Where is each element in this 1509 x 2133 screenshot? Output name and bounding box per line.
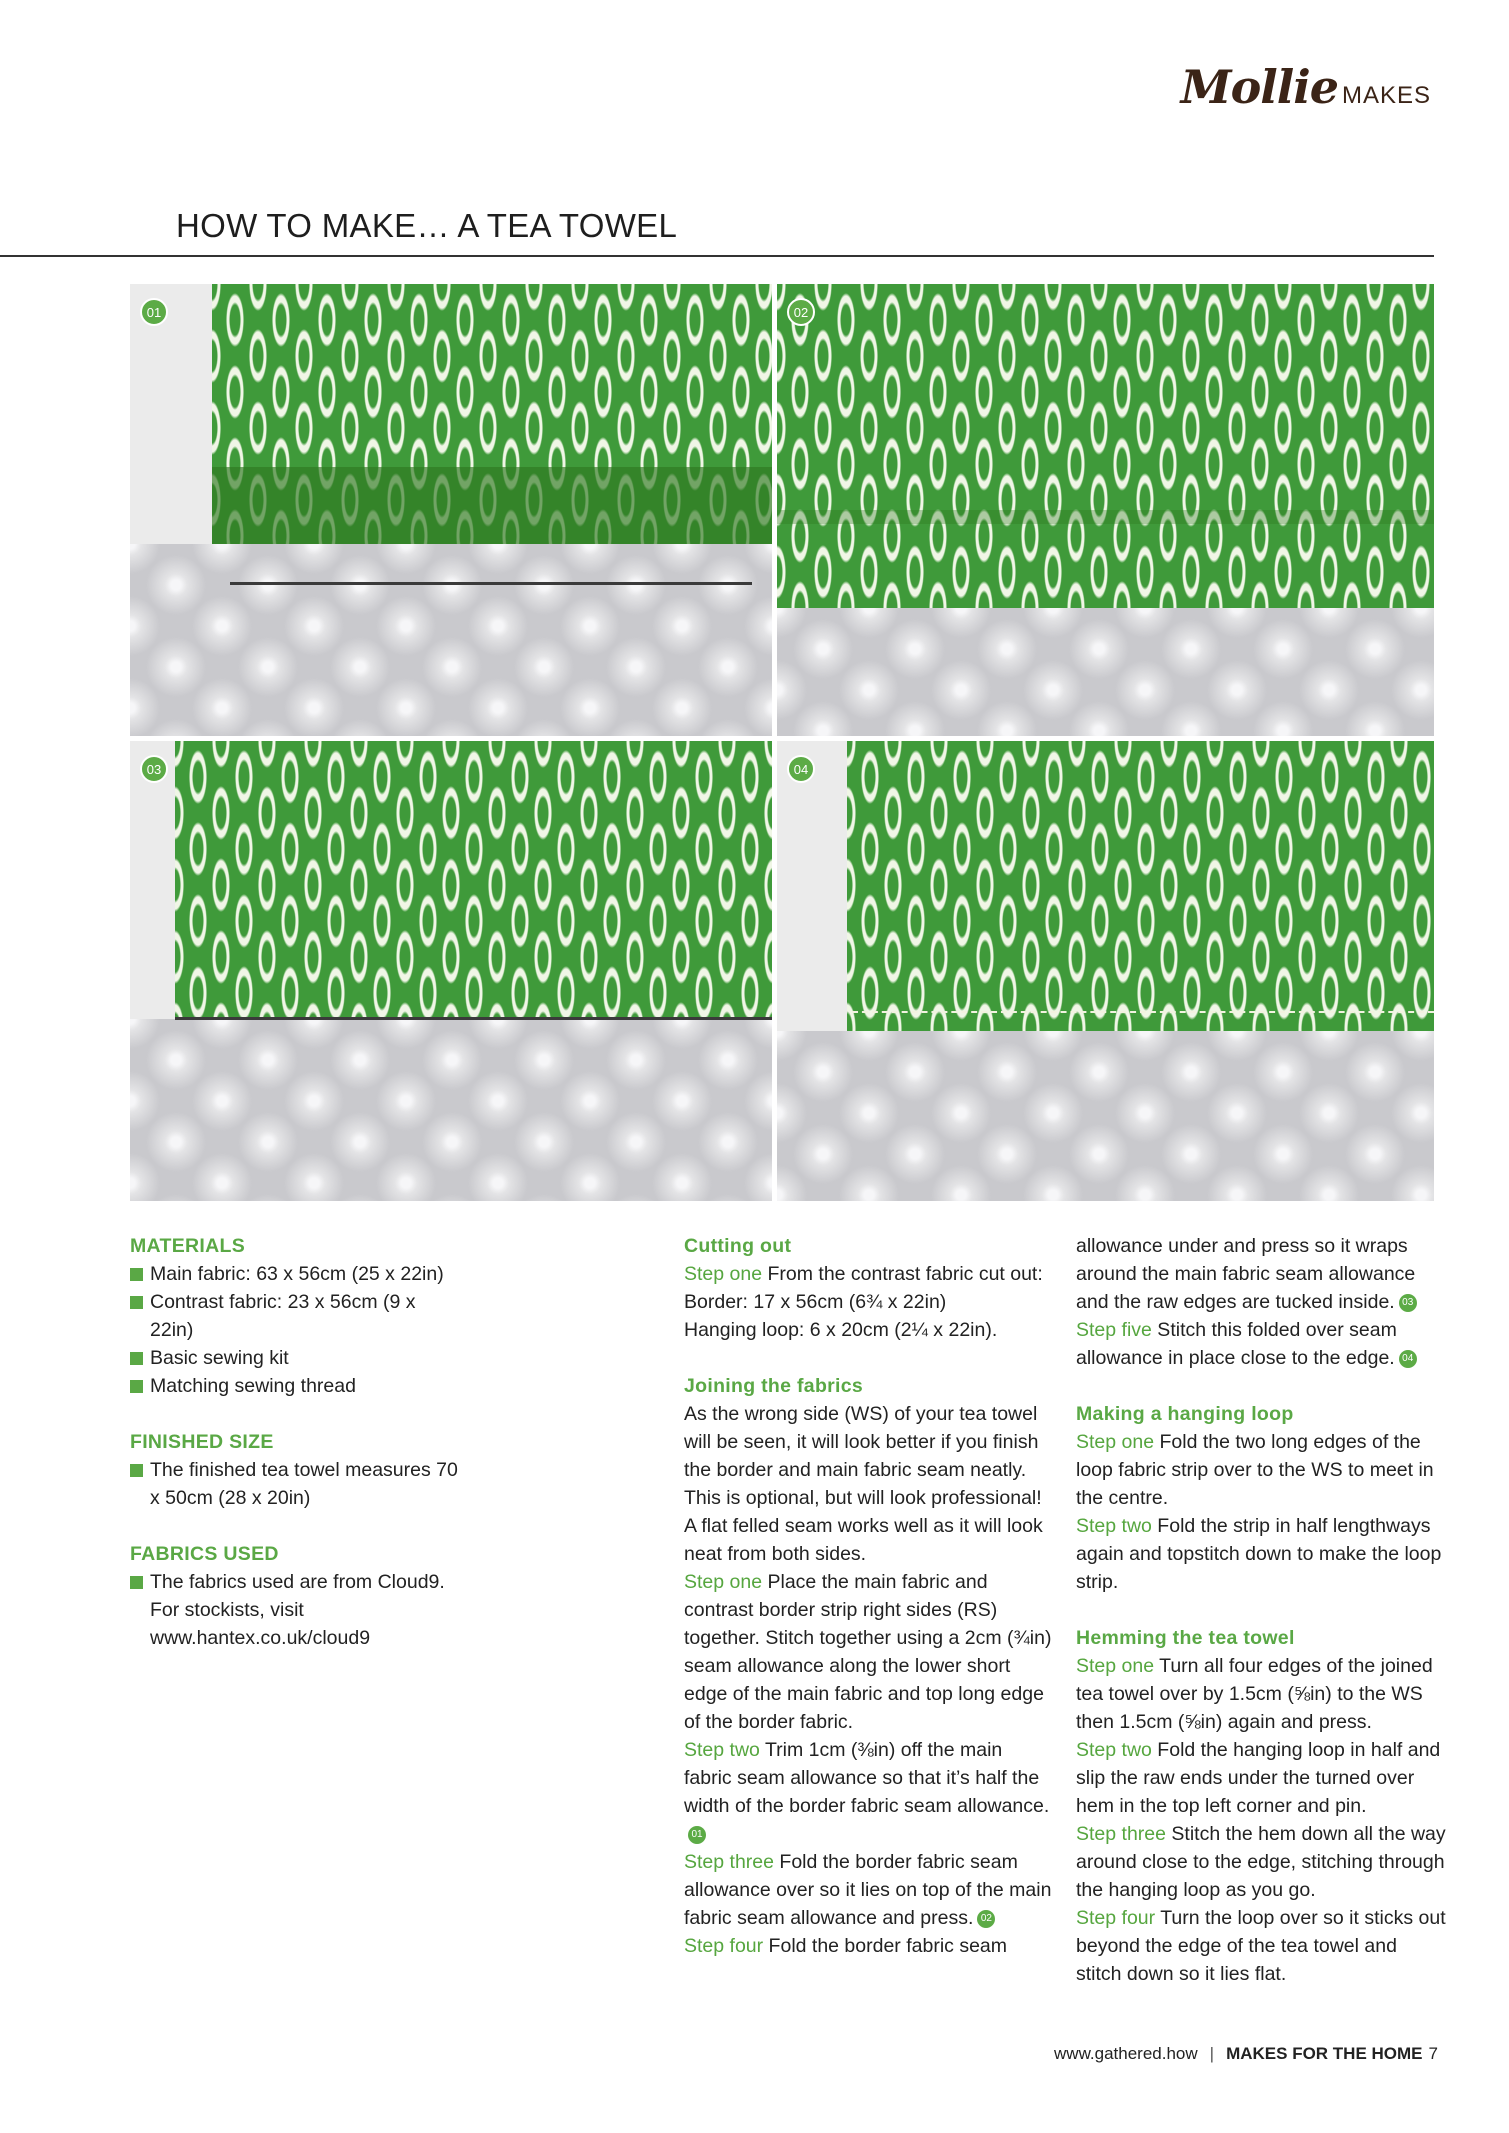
joining-step-two bbox=[684, 1736, 1054, 1848]
hem-step-three bbox=[1076, 1820, 1446, 1904]
footer-section: MAKES FOR THE HOME bbox=[1226, 2044, 1423, 2063]
step-badge: 04 bbox=[787, 755, 815, 783]
seam-allowance bbox=[212, 467, 772, 544]
step-text: Fold the hanging loop in half and slip the raw ends under the turned over hem in the top left corner and pin. bbox=[1076, 1739, 1441, 1817]
step-label: Step one bbox=[1076, 1431, 1155, 1453]
hanging-loop-heading: Making a hanging loop bbox=[1076, 1403, 1294, 1425]
step-photo-03 bbox=[130, 741, 772, 1201]
footer-separator: | bbox=[1209, 2044, 1215, 2063]
step-text: Turn the loop over so it sticks out beyond the edge of the tea towel and stitch down so it lies flat. bbox=[1076, 1907, 1446, 1985]
joining-step-four-cont: allowance under and press so it wraps around the main fabric seam allowance and the raw edges are tucked inside. 03 bbox=[1076, 1235, 1416, 1313]
hemming-heading: Hemming the tea towel bbox=[1076, 1627, 1295, 1649]
materials-item: Main fabric: 63 x 56cm (25 x 22in) bbox=[130, 1260, 460, 1288]
step-label: Step three bbox=[1076, 1823, 1166, 1845]
joining-step-five bbox=[1076, 1316, 1446, 1372]
step-badge: 03 bbox=[140, 755, 168, 783]
seam-edge bbox=[175, 1017, 772, 1020]
loop-step-two bbox=[1076, 1512, 1446, 1596]
joining-step-one bbox=[684, 1568, 1054, 1736]
step-label: Step four bbox=[684, 1935, 764, 1957]
photo-ref-badge: 01 bbox=[688, 1826, 706, 1844]
finished-size-heading: FINISHED SIZE bbox=[130, 1431, 274, 1453]
step-text: Fold the two long edges of the loop fabric strip over to the WS to meet in the centre. bbox=[1076, 1431, 1434, 1509]
materials-item: Contrast fabric: 23 x 56cm (9 x 22in) bbox=[130, 1288, 460, 1344]
main-fabric bbox=[847, 741, 1434, 1031]
photo-ref-badge: 02 bbox=[977, 1910, 995, 1928]
step-label: Step one bbox=[684, 1571, 763, 1593]
page-title: HOW TO MAKE… A TEA TOWEL bbox=[176, 207, 678, 244]
cutting-step-one bbox=[684, 1260, 1054, 1288]
cutting-border: Border: 17 x 56cm (6¾ x 22in) bbox=[684, 1291, 947, 1313]
instructions-column-2 bbox=[1076, 1232, 1446, 1988]
footer-url[interactable]: www.gathered.how bbox=[1054, 2044, 1198, 2063]
fold-line bbox=[777, 510, 1434, 524]
fabrics-used-heading: FABRICS USED bbox=[130, 1543, 279, 1565]
contrast-fabric bbox=[777, 608, 1434, 736]
hem-step-one bbox=[1076, 1652, 1446, 1736]
step-label: Step three bbox=[684, 1851, 774, 1873]
contrast-fabric bbox=[130, 1019, 772, 1201]
main-fabric bbox=[777, 284, 1434, 608]
step-label: Step two bbox=[1076, 1739, 1152, 1761]
joining-heading: Joining the fabrics bbox=[684, 1375, 864, 1397]
contrast-fabric bbox=[777, 1031, 1434, 1201]
materials-heading: MATERIALS bbox=[130, 1235, 245, 1257]
materials-item: Matching sewing thread bbox=[130, 1372, 460, 1400]
seam-line bbox=[230, 582, 752, 585]
step-photo-02 bbox=[777, 284, 1434, 736]
materials-item: Basic sewing kit bbox=[130, 1344, 460, 1372]
fabrics-used-item: The fabrics used are from Cloud9. For stockists, visit www.hantex.co.uk/cloud9 bbox=[130, 1568, 460, 1652]
step-text: Place the main fabric and contrast border strip right sides (RS) together. Stitch together using a 2cm (¾in) seam allowance along the lower short edge of the main fabric and top long edge of the border fabric. bbox=[684, 1571, 1052, 1733]
step-label: Step five bbox=[1076, 1319, 1152, 1341]
materials-column bbox=[130, 1232, 460, 1652]
finished-size-item: The finished tea towel measures 70 x 50cm (28 x 20in) bbox=[130, 1456, 460, 1512]
joining-intro: As the wrong side (WS) of your tea towel will be seen, it will look better if you finish the border and main fabric seam neatly. This is optional, but will look professional! A flat felled seam works well as it will look neat from both sides. bbox=[684, 1403, 1043, 1565]
step-label: Step one bbox=[1076, 1655, 1155, 1677]
step-text: From the contrast fabric cut out: bbox=[762, 1263, 1043, 1285]
magazine-logo bbox=[1181, 60, 1431, 114]
cutting-out-heading: Cutting out bbox=[684, 1235, 792, 1257]
page-number: 7 bbox=[1428, 2044, 1438, 2063]
hem-step-four bbox=[1076, 1904, 1446, 1988]
logo-makes: MAKES bbox=[1341, 82, 1431, 109]
step-text: Fold the strip in half lengthways again and topstitch down to make the loop strip. bbox=[1076, 1515, 1442, 1593]
step-label: Step four bbox=[1076, 1907, 1156, 1929]
contrast-fabric bbox=[130, 544, 772, 736]
step-badge: 02 bbox=[787, 298, 815, 326]
hem-step-two bbox=[1076, 1736, 1446, 1820]
step-label: Step one bbox=[684, 1263, 763, 1285]
step-text: Fold the border fabric seam allowance over so it lies on top of the main fabric seam allowance and press. bbox=[684, 1851, 1052, 1929]
photo-ref-badge: 04 bbox=[1399, 1350, 1417, 1368]
step-text: Stitch the hem down all the way around close to the edge, stitching through the hanging loop as you go. bbox=[1076, 1823, 1446, 1901]
joining-step-three bbox=[684, 1848, 1054, 1932]
cutting-loop: Hanging loop: 6 x 20cm (2¼ x 22in). bbox=[684, 1319, 998, 1341]
instructions-column-1 bbox=[684, 1232, 1054, 1960]
step-photo-01 bbox=[130, 284, 772, 736]
step-text: Trim 1cm (⅜in) off the main fabric seam allowance so that it’s half the width of the border fabric seam allowance. bbox=[684, 1739, 1050, 1817]
photo-ref-badge: 03 bbox=[1399, 1294, 1417, 1312]
logo-script: Mollie bbox=[1180, 60, 1338, 114]
main-fabric bbox=[175, 741, 772, 1019]
step-label: Step two bbox=[1076, 1515, 1152, 1537]
step-badge: 01 bbox=[140, 298, 168, 326]
title-rule bbox=[0, 255, 1434, 257]
step-photo-04 bbox=[777, 741, 1434, 1201]
topstitch-line bbox=[852, 1011, 1434, 1013]
step-label: Step two bbox=[684, 1739, 760, 1761]
step-text: Turn all four edges of the joined tea towel over by 1.5cm (⅝in) to the WS then 1.5cm (⅝in) again and press. bbox=[1076, 1655, 1433, 1733]
joining-step-four-start: Step four Fold the border fabric seam bbox=[684, 1935, 1008, 1957]
loop-step-one bbox=[1076, 1428, 1446, 1512]
step-text: Stitch this folded over seam allowance in place close to the edge. bbox=[1076, 1319, 1397, 1369]
page-footer bbox=[1054, 2044, 1438, 2064]
